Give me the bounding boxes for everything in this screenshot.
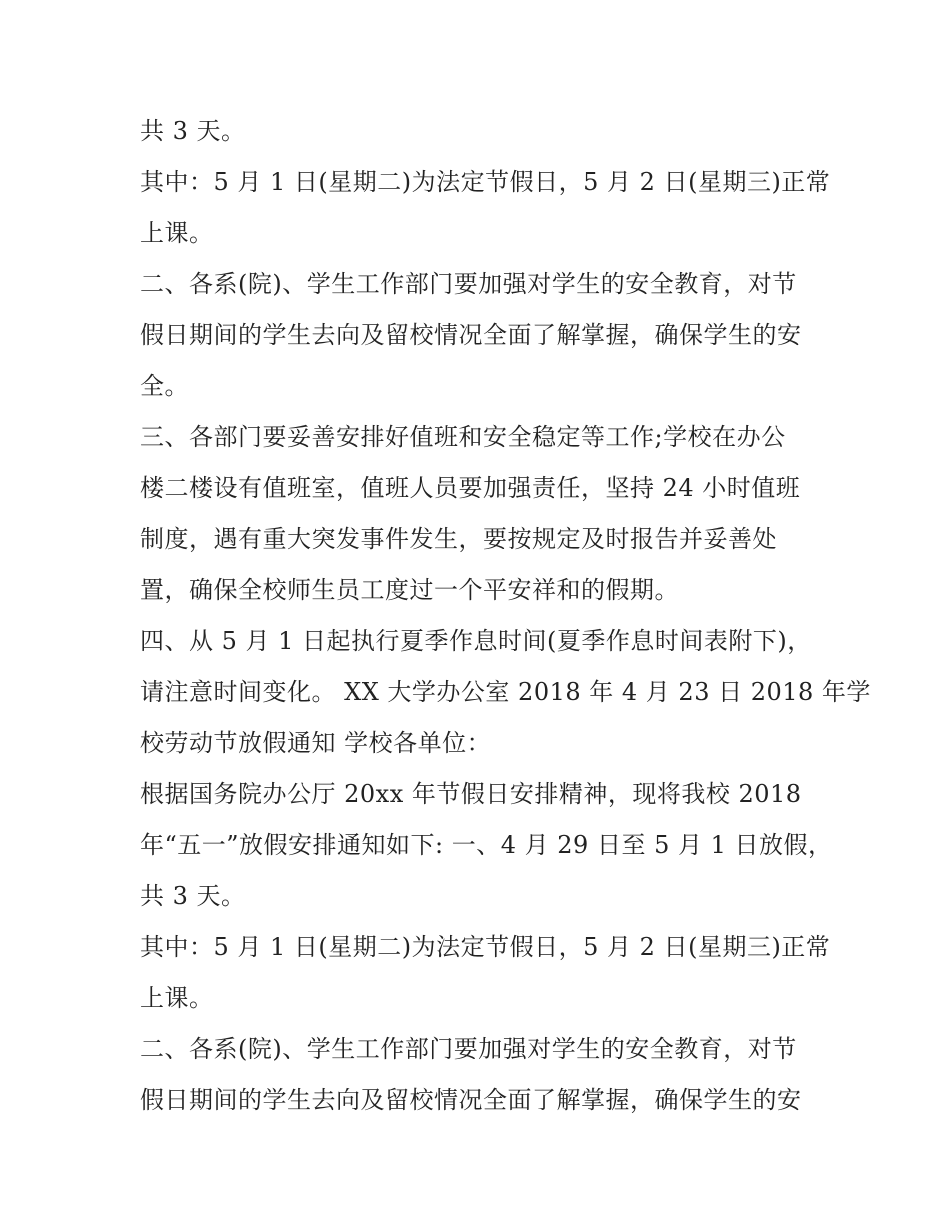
text-line: 假日期间的学生去向及留校情况全面了解掌握，确保学生的安 xyxy=(140,1086,802,1114)
text-line: 上课。 xyxy=(140,219,214,247)
text-line: 全。 xyxy=(140,372,189,400)
text-line: 假日期间的学生去向及留校情况全面了解掌握，确保学生的安 xyxy=(140,321,802,349)
text-line: 二、各系(院)、学生工作部门要加强对学生的安全教育，对节 xyxy=(140,1035,797,1063)
text-line: 二、各系(院)、学生工作部门要加强对学生的安全教育，对节 xyxy=(140,270,797,298)
text-line: 置，确保全校师生员工度过一个平安祥和的假期。 xyxy=(140,576,679,604)
text-line: 其中：5 月 1 日(星期二)为法定节假日，5 月 2 日(星期三)正常 xyxy=(140,168,831,196)
text-line: 制度，遇有重大突发事件发生，要按规定及时报告并妥善处 xyxy=(140,525,777,553)
text-line: 根据国务院办公厅 20xx 年节假日安排精神，现将我校 2018 xyxy=(140,780,802,808)
text-line: 年“五一”放假安排通知如下: 一、4 月 29 日至 5 月 1 日放假， xyxy=(140,831,833,859)
text-line: 共 3 天。 xyxy=(140,117,246,145)
text-line: 请注意时间变化。 XX 大学办公室 2018 年 4 月 23 日 2018 年学 xyxy=(140,678,871,706)
text-line: 楼二楼设有值班室，值班人员要加强责任，坚持 24 小时值班 xyxy=(140,474,801,502)
text-line: 四、从 5 月 1 日起执行夏季作息时间(夏季作息时间表附下)， xyxy=(140,627,812,655)
document-body xyxy=(140,106,871,1126)
text-line: 三、各部门要妥善安排好值班和安全稳定等工作;学校在办公 xyxy=(140,423,786,451)
text-line: 校劳动节放假通知 学校各单位： xyxy=(140,729,492,757)
text-line: 其中：5 月 1 日(星期二)为法定节假日，5 月 2 日(星期三)正常 xyxy=(140,933,831,961)
text-line: 共 3 天。 xyxy=(140,882,246,910)
text-line: 上课。 xyxy=(140,984,214,1012)
